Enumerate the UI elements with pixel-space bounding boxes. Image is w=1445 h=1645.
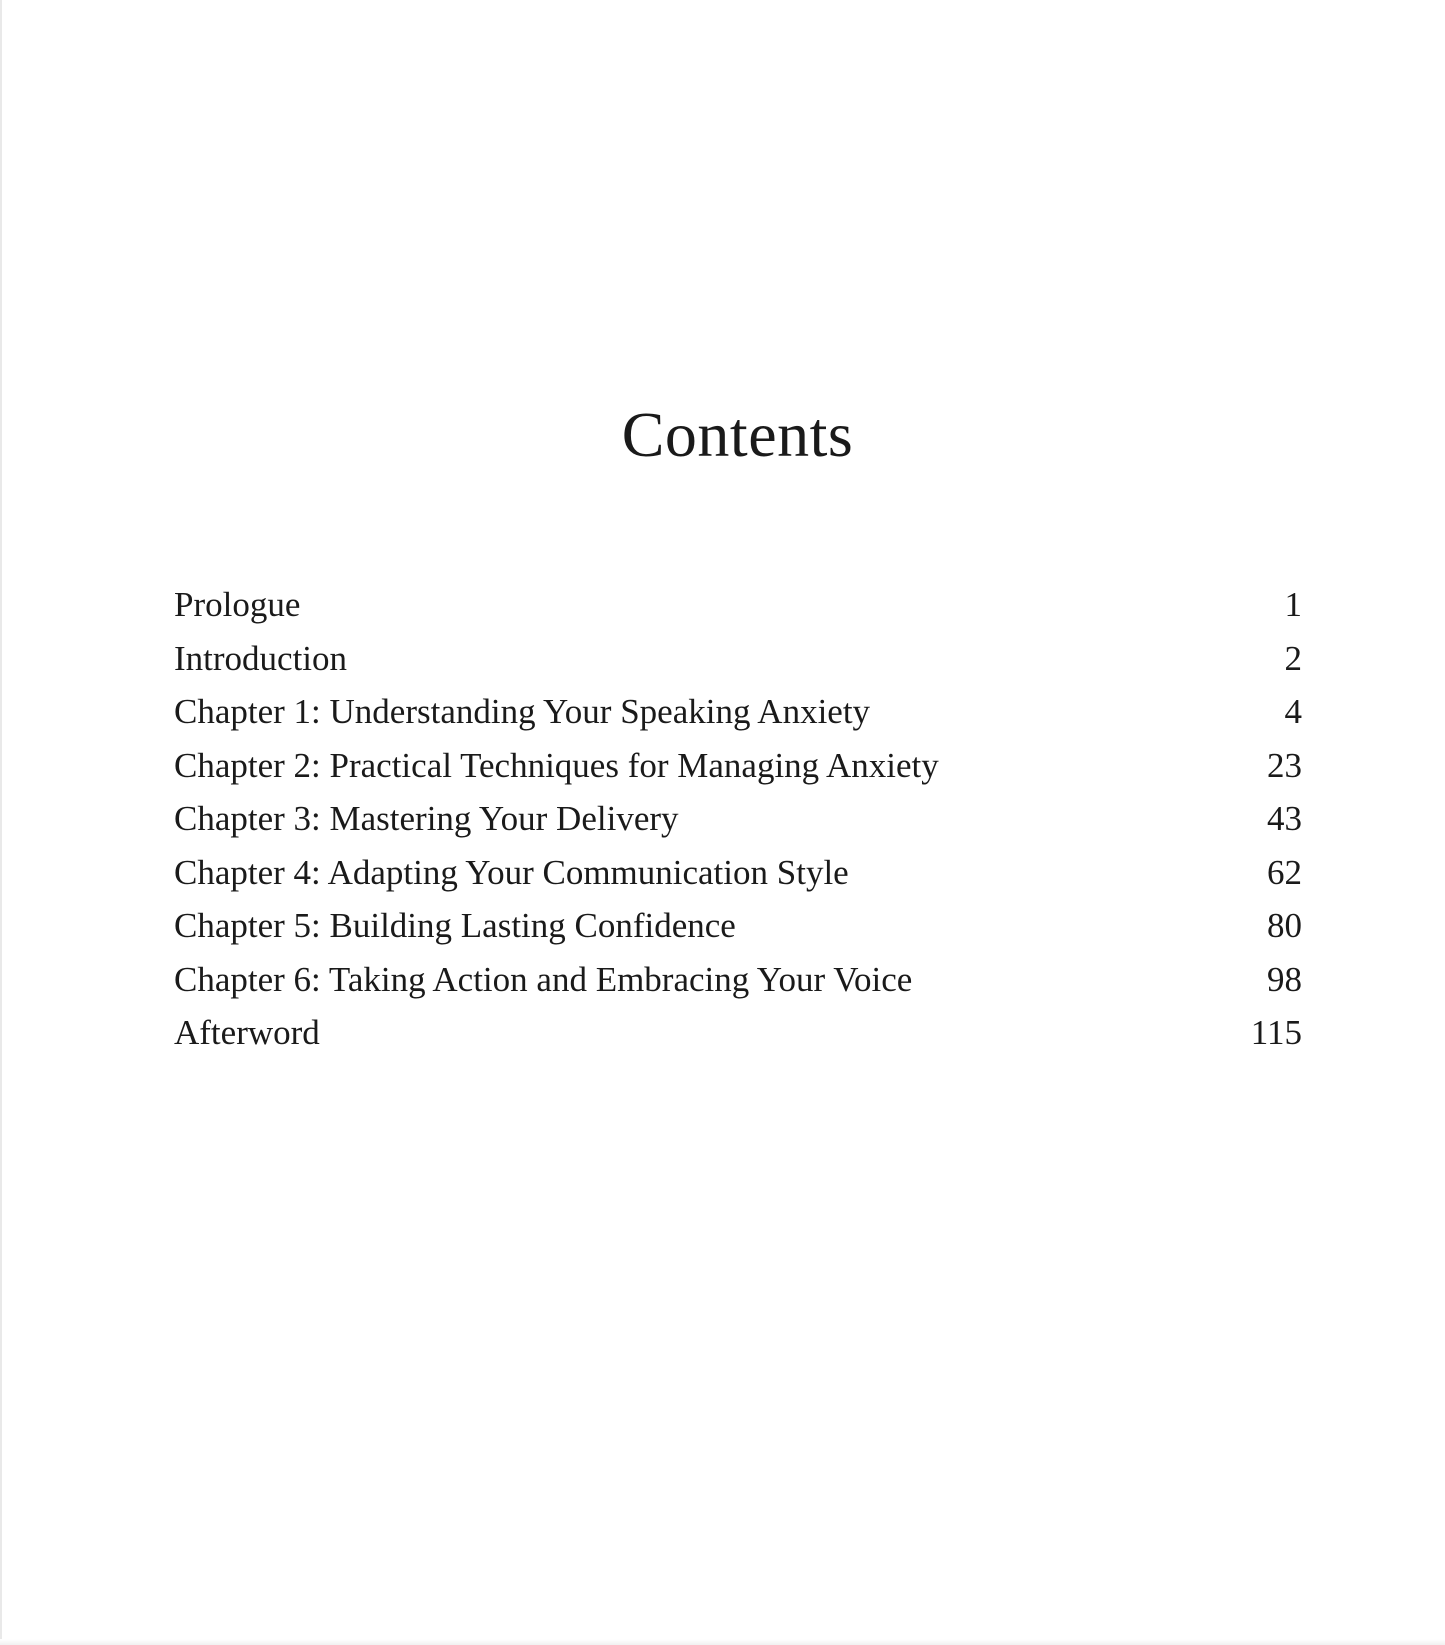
table-of-contents <box>174 578 1302 1060</box>
toc-entry-page-number: 23 <box>1267 745 1302 785</box>
page-left-edge <box>0 0 2 1645</box>
toc-entry-label: Chapter 6: Taking Action and Embracing Your Voice <box>174 959 913 999</box>
toc-entry-label: Prologue <box>174 585 301 624</box>
toc-entry-chapter-6[interactable] <box>174 953 1302 1007</box>
toc-entry-chapter-1[interactable] <box>174 685 1302 739</box>
page-bottom-edge <box>0 1639 1445 1645</box>
toc-entry-chapter-4[interactable] <box>174 846 1302 900</box>
toc-entry-afterword[interactable] <box>174 1006 1302 1060</box>
toc-entry-page-number: 4 <box>1284 692 1302 731</box>
toc-entry-page-number: 1 <box>1284 585 1302 624</box>
toc-entry-chapter-5[interactable] <box>174 899 1302 953</box>
toc-entry-page-number: 2 <box>1284 638 1302 678</box>
toc-entry-page-number: 80 <box>1267 906 1302 945</box>
toc-entry-label: Chapter 2: Practical Techniques for Managing Anxiety <box>174 745 939 785</box>
toc-entry-label: Chapter 1: Understanding Your Speaking Anxiety <box>174 692 871 731</box>
toc-entry-prologue[interactable] <box>174 578 1302 632</box>
toc-entry-introduction[interactable] <box>174 632 1302 686</box>
toc-entry-label: Introduction <box>174 638 348 678</box>
toc-entry-page-number: 62 <box>1267 852 1302 892</box>
toc-entry-label: Afterword <box>174 1013 320 1052</box>
toc-entry-page-number: 43 <box>1267 799 1302 838</box>
toc-entry-page-number: 115 <box>1250 1013 1302 1052</box>
page-title: Contents <box>621 399 854 470</box>
toc-entry-label: Chapter 5: Building Lasting Confidence <box>174 906 736 945</box>
toc-entry-label: Chapter 4: Adapting Your Communication Style <box>174 852 849 892</box>
toc-entry-label: Chapter 3: Mastering Your Delivery <box>174 799 679 838</box>
toc-entry-page-number: 98 <box>1267 959 1302 999</box>
toc-entry-chapter-3[interactable] <box>174 792 1302 846</box>
toc-entry-chapter-2[interactable] <box>174 739 1302 793</box>
